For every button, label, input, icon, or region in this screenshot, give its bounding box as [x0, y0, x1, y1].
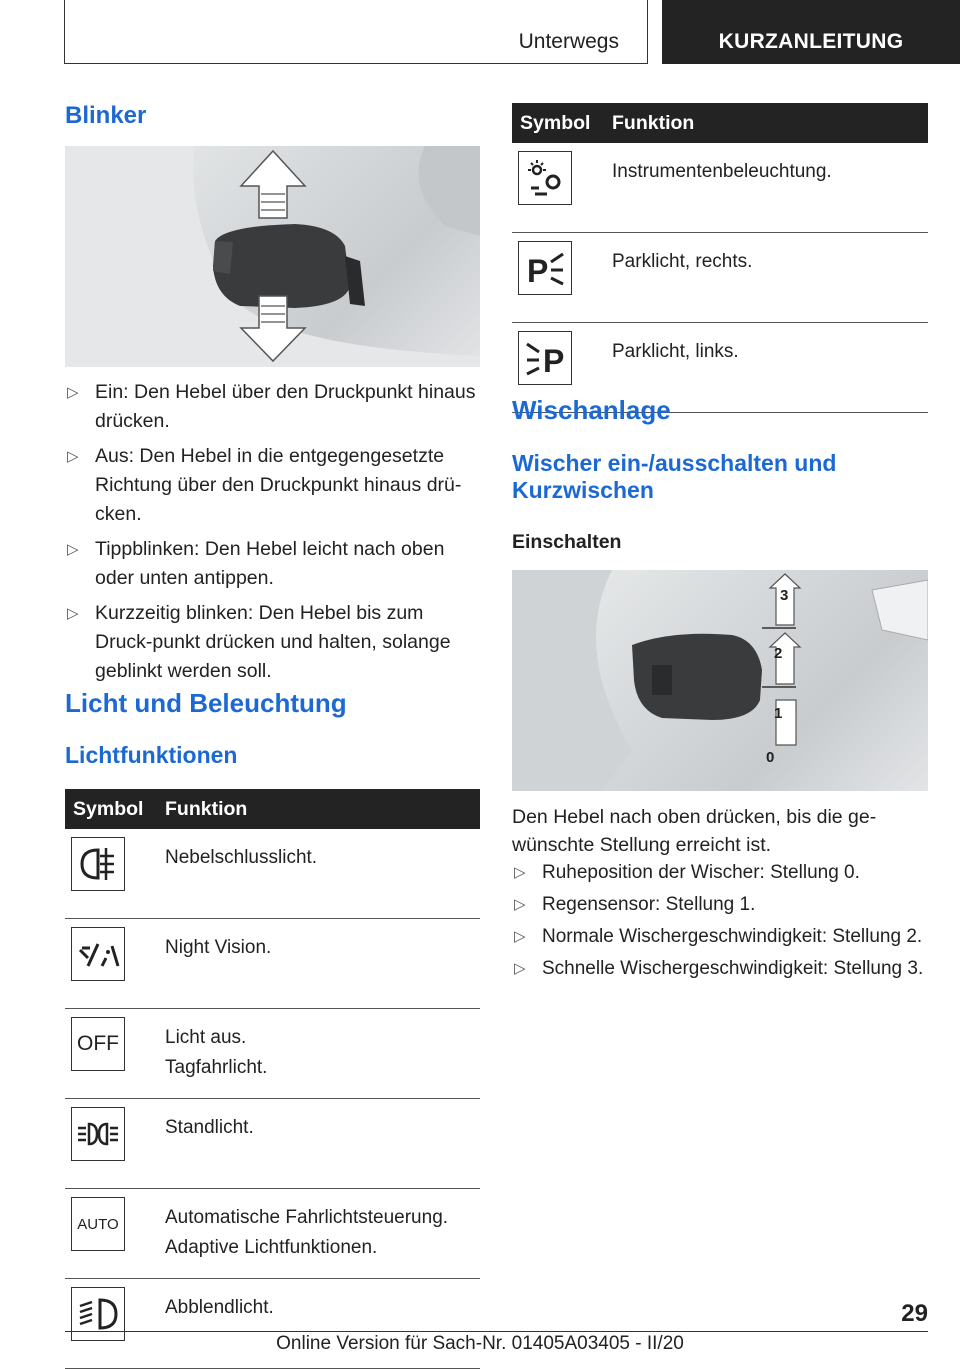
- wiper-position-label: 3: [780, 587, 789, 604]
- table-row: [65, 1099, 480, 1189]
- list-item: ▷ Tippblinken: Den Hebel leicht nach oben oder unten antippen.: [65, 535, 480, 593]
- blinker-heading: Blinker: [65, 102, 147, 129]
- wischer-heading: Wischer ein-/ausschalten und Kurzwischen: [512, 450, 837, 503]
- column-header-symbol: Symbol: [512, 103, 604, 143]
- parking-light-right-icon: [518, 241, 572, 295]
- list-item: ▷ Normale Wischergeschwindigkeit: Stellung 2.: [512, 924, 942, 950]
- table-row: [65, 919, 480, 1009]
- list-item: ▷ Aus: Den Hebel in die entgegengesetzte Richtung über den Druckpunkt hinaus drü-cken.: [65, 442, 480, 529]
- header-guide-tab[interactable]: KURZANLEITUNG: [662, 0, 960, 64]
- wiper-position-label: 1: [774, 705, 783, 722]
- einschalten-heading: Einschalten: [512, 531, 622, 553]
- function-text: Nebelschlusslicht.: [165, 847, 318, 868]
- table-row: [65, 829, 480, 919]
- svg-text:P: P: [527, 253, 549, 288]
- function-text: Licht aus.: [165, 1027, 247, 1048]
- table-row: [65, 1279, 480, 1369]
- triangle-bullet-icon: ▷: [67, 605, 79, 622]
- licht-heading: Licht und Beleuchtung: [65, 688, 347, 718]
- fog-rear-light-icon: [71, 837, 125, 891]
- wiper-lever-photo: [512, 570, 928, 791]
- turn-signal-lever-illustration: [65, 146, 480, 367]
- lichtfunktionen-heading: Lichtfunktionen: [65, 742, 238, 768]
- instrument-lighting-icon: [518, 151, 572, 205]
- table-header-row: [512, 103, 928, 143]
- parking-light-icon: [71, 1107, 125, 1161]
- function-text: Adaptive Lichtfunktionen.: [165, 1237, 378, 1258]
- off-icon: OFF: [71, 1017, 125, 1071]
- auto-light-icon: AUTO: [71, 1197, 125, 1251]
- function-text: Automatische Fahrlichtsteuerung.: [165, 1207, 449, 1228]
- list-item: ▷ Kurzzeitig blinken: Den Hebel bis zum Druck-punkt drücken und halten, solange geblinkt werden soll.: [65, 599, 480, 686]
- header-section-box: [64, 0, 648, 64]
- svg-text:P: P: [543, 343, 565, 378]
- function-text: Night Vision.: [165, 937, 272, 958]
- column-header-symbol: Symbol: [65, 789, 157, 829]
- wiper-positions-list: [512, 860, 942, 988]
- light-functions-table: [65, 789, 480, 1369]
- function-text: Instrumentenbeleuchtung.: [612, 161, 832, 182]
- triangle-bullet-icon: ▷: [67, 448, 79, 465]
- triangle-bullet-icon: ▷: [67, 384, 79, 401]
- footer-online-version: Online Version für Sach-Nr. 01405A03405 - II/20: [276, 1333, 684, 1354]
- wiper-position-label: 2: [774, 645, 783, 662]
- triangle-bullet-icon: ▷: [514, 864, 526, 881]
- list-item: ▷ Ein: Den Hebel über den Druckpunkt hinaus drücken.: [65, 378, 480, 436]
- column-header-function: Funktion: [604, 103, 928, 143]
- blinker-list: [65, 378, 480, 692]
- instrument-lights-table: [512, 103, 928, 413]
- parking-light-left-icon: [518, 331, 572, 385]
- column-header-function: Funktion: [157, 789, 480, 829]
- function-text: Standlicht.: [165, 1117, 254, 1138]
- wiper-lever-illustration: [512, 570, 928, 791]
- table-row: [65, 1189, 480, 1279]
- header-section-title: Unterwegs: [518, 30, 619, 53]
- table-row: [512, 143, 928, 233]
- footer-divider: [65, 1331, 928, 1332]
- function-text: Parklicht, links.: [612, 341, 739, 362]
- page-header: [0, 0, 960, 66]
- triangle-bullet-icon: ▷: [514, 928, 526, 945]
- wiper-position-label: 0: [766, 749, 775, 766]
- table-header-row: [65, 789, 480, 829]
- list-item: ▷ Schnelle Wischergeschwindigkeit: Stellung 3.: [512, 956, 942, 982]
- turn-signal-lever-photo: [65, 146, 480, 367]
- page-number: 29: [901, 1300, 928, 1327]
- night-vision-icon: [71, 927, 125, 981]
- list-item: ▷ Regensensor: Stellung 1.: [512, 892, 942, 918]
- table-row: [512, 233, 928, 323]
- function-text: Tagfahrlicht.: [165, 1057, 268, 1078]
- wischanlage-heading: Wischanlage: [512, 395, 671, 425]
- triangle-bullet-icon: ▷: [514, 960, 526, 977]
- wiper-instruction-paragraph: Den Hebel nach oben drücken, bis die ge-wünschte Stellung erreicht ist.: [512, 806, 877, 856]
- function-text: Parklicht, rechts.: [612, 251, 753, 272]
- triangle-bullet-icon: ▷: [514, 896, 526, 913]
- table-row: [65, 1009, 480, 1099]
- triangle-bullet-icon: ▷: [67, 541, 79, 558]
- list-item: ▷ Ruheposition der Wischer: Stellung 0.: [512, 860, 942, 886]
- function-text: Abblendlicht.: [165, 1297, 274, 1318]
